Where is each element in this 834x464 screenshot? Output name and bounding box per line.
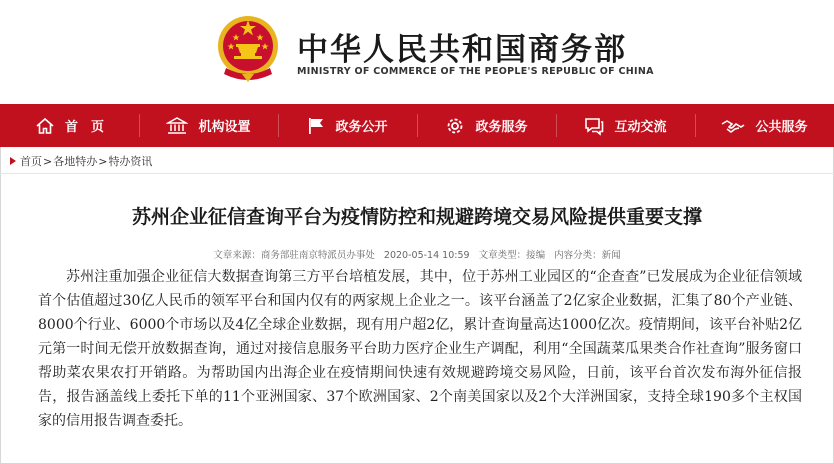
article-date: 2020-05-14 10:59 — [383, 250, 470, 261]
nav-item-government-affairs[interactable] — [278, 104, 417, 147]
article-category: 内容分类：新闻 — [554, 250, 621, 261]
handshake-icon — [721, 116, 745, 136]
breadcrumb-divider — [0, 173, 834, 174]
nav-label: 公共服务 — [755, 120, 808, 135]
nav-item-organization[interactable] — [139, 104, 278, 147]
breadcrumb-separator: > — [43, 154, 53, 168]
article-title: 苏州企业征信查询平台为疫情防控和规避跨境交易风险提供重要支撑 — [131, 206, 702, 228]
nav-item-interaction[interactable] — [556, 104, 695, 147]
article-body: 苏州注重加强企业征信大数据查询第三方平台培植发展，其中，位于苏州工业园区的“企查查”已发展成为企业征信领域首个估值超过30亿人民币的领军平台和国内仅有的两家规上企业之一。该平台涵盖了2亿家企业数据，汇集了80个产业链、8000个行业、6000个市场以及4亿全球企业数据，现有用户超2亿，累计查询量高达1000亿次。疫情期间，该平台补贴2亿元第一时间无偿开放数据查询，通过对接信息服务平台助力医疗企业生产调配，利用“全国蔬菜瓜果类合作社查询”服务窗口帮助菜农果农打开销路。为帮助国内出海企业在疫情期间快速有效规避跨境交易风险，日前，该平台首次发布海外征信报告，报告涵盖线上委托下单的11个亚洲国家、37个欧洲国家、2个南美国家以及2个大洋洲国家，支持全球190多个主权国家的信用报告调查委托。 — [38, 269, 802, 429]
flag-icon — [307, 116, 325, 136]
site-header — [0, 0, 834, 104]
national-emblem-icon[interactable] — [216, 14, 280, 84]
nav-item-government-services[interactable] — [417, 104, 556, 147]
site-subtitle: MINISTRY OF COMMERCE OF THE PEOPLE'S REPUBLIC OF CHINA — [297, 66, 654, 77]
article-meta — [0, 247, 834, 261]
breadcrumb-item-local-office[interactable]: 各地特办 — [53, 155, 98, 168]
main-nav — [0, 104, 834, 147]
nav-label: 政务服务 — [475, 120, 528, 135]
breadcrumb-separator: > — [98, 154, 108, 168]
breadcrumb — [10, 154, 152, 168]
building-icon — [166, 116, 188, 136]
nav-item-home[interactable] — [0, 104, 139, 147]
nav-label: 互动交流 — [614, 120, 667, 135]
chat-icon — [584, 116, 604, 136]
nav-label: 首 页 — [64, 120, 104, 135]
nav-label: 政务公开 — [335, 120, 388, 135]
article-source: 文章来源：商务部驻南京特派员办事处 — [213, 250, 375, 261]
nav-label: 机构设置 — [198, 120, 251, 135]
nav-item-public-services[interactable] — [695, 104, 834, 147]
breadcrumb-item-home[interactable]: 首页 — [20, 155, 42, 168]
article-type: 文章类型：接编 — [478, 250, 546, 261]
home-icon — [35, 116, 55, 136]
breadcrumb-marker-icon — [10, 157, 16, 165]
gear-icon — [445, 116, 465, 136]
site-title: 中华人民共和国商务部 — [297, 32, 627, 68]
breadcrumb-item-news[interactable]: 特办资讯 — [108, 155, 153, 168]
